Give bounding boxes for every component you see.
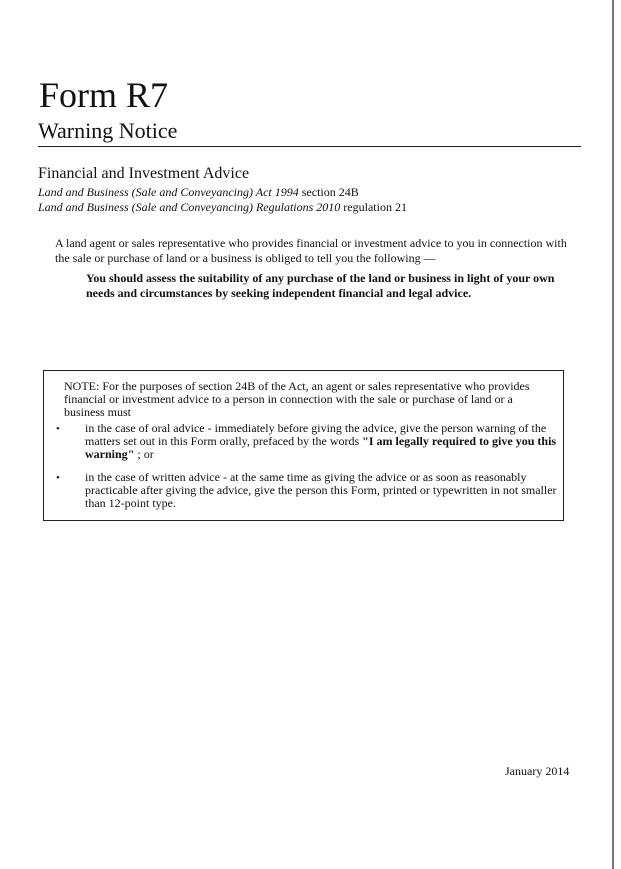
required-words-close-quote: " <box>127 447 135 461</box>
required-words-open-quote: " <box>362 434 369 448</box>
note-box <box>43 370 564 521</box>
section-heading: Financial and Investment Advice <box>38 165 250 182</box>
form-title: Form R7 <box>39 75 169 115</box>
intro-paragraph: A land agent or sales representative who provides financial or investment advice to you in connection with the sale or purchase of land or a business is obliged to tell you the following — <box>55 236 567 265</box>
bullet-icon: • <box>56 423 60 435</box>
footer-date: January 2014 <box>505 764 570 778</box>
required-words: I am legally required to give you this warning <box>85 434 557 461</box>
act-name: Land and Business (Sale and Conveyancing) Act 1994 <box>38 185 299 199</box>
oral-advice-requirement <box>85 422 563 461</box>
title-divider <box>38 146 581 147</box>
act-section: section 24B <box>298 185 359 199</box>
legislation-regulations-reference <box>38 200 407 214</box>
regulations-section: regulation 21 <box>340 200 407 214</box>
bullet-icon: • <box>56 472 60 484</box>
note-intro: NOTE: For the purposes of section 24B of the Act, an agent or sales representative who provides financial or investment advice to a person in connection with the sale or purchase of land or a business must <box>64 379 530 419</box>
form-subtitle: Warning Notice <box>38 118 178 143</box>
warning-advice-statement: You should assess the suitability of any purchase of the land or business in light of your own needs and circumstances by seeking independent financial and legal advice. <box>86 271 555 300</box>
legislation-act-reference <box>38 185 359 199</box>
oral-advice-text: in the case of oral advice - immediately before giving the advice, give the person warning of the matters set out in this Form orally, prefaced by the words <box>85 421 547 448</box>
regulations-name: Land and Business (Sale and Conveyancing) Regulations 2010 <box>38 200 341 214</box>
page-edge-border <box>612 0 614 869</box>
written-advice-requirement: in the case of written advice - at the same time as giving the advice or as soon as reasonably practicable after giving the advice, give the person this Form, printed or typewritten in not smaller than 12-point type. <box>85 470 557 510</box>
oral-advice-tail: ; or <box>137 447 154 461</box>
